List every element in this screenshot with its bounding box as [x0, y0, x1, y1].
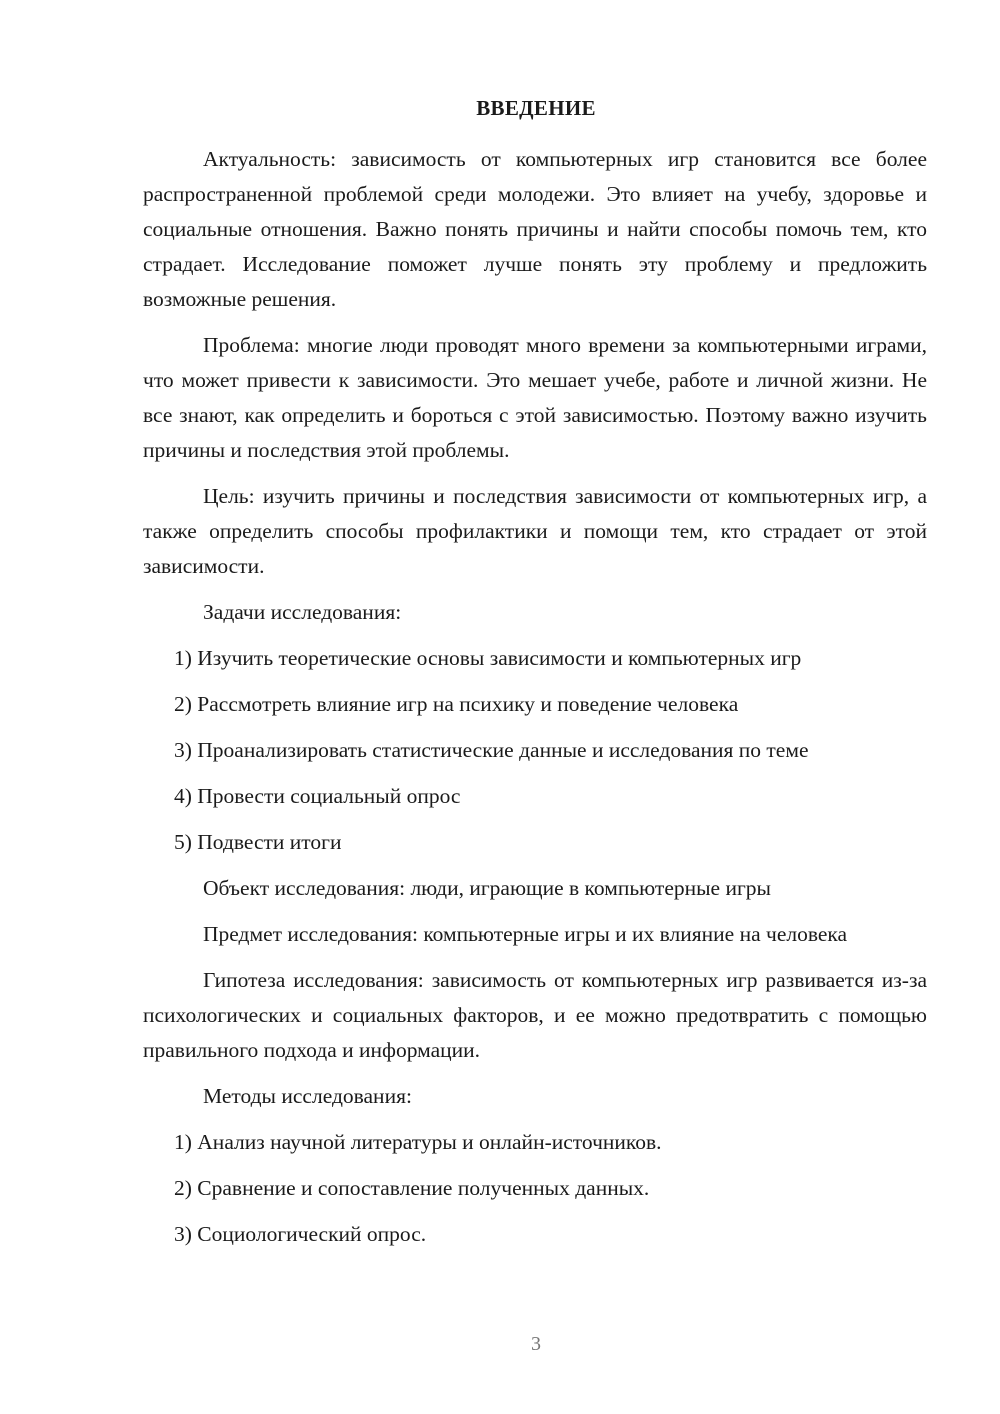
methods-list — [143, 1125, 927, 1252]
paragraph-object: Объект исследования: люди, играющие в компьютерные игры — [203, 876, 771, 900]
paragraph-goal: Цель: изучить причины и последствия зависимости от компьютерных игр, а также определить способы профилактики и помощи тем, кто страдает от этой зависимости. — [143, 484, 927, 578]
list-item: 2) Рассмотреть влияние игр на психику и поведение человека — [174, 692, 739, 716]
list-item: 3) Проанализировать статистические данные и исследования по теме — [174, 738, 809, 762]
page-number: 3 — [531, 1333, 541, 1355]
tasks-list — [143, 641, 927, 860]
list-item: 3) Социологический опрос. — [174, 1222, 427, 1246]
list-item: 4) Провести социальный опрос — [174, 784, 461, 808]
section-heading: ВВЕДЕНИЕ — [476, 96, 596, 120]
page-content — [143, 142, 927, 1263]
list-item: 1) Изучить теоретические основы зависимости и компьютерных игр — [174, 646, 802, 670]
paragraph-relevance: Актуальность: зависимость от компьютерных игр становится все более распространенной проблемой среди молодежи. Это влияет на учебу, здоровье и социальные отношения. Важно понять причины и найти способы помочь тем, кто страдает. Исследование поможет лучше понять эту проблему и предложить возможные решения. — [143, 147, 927, 311]
methods-title: Методы исследования: — [203, 1084, 412, 1108]
list-item: 1) Анализ научной литературы и онлайн-источников. — [174, 1130, 662, 1154]
list-item: 2) Сравнение и сопоставление полученных данных. — [174, 1176, 650, 1200]
tasks-title: Задачи исследования: — [203, 600, 402, 624]
paragraph-hypothesis: Гипотеза исследования: зависимость от компьютерных игр развивается из-за психологических и социальных факторов, и ее можно предотвратить с помощью правильного подхода и информации. — [143, 968, 927, 1062]
paragraph-problem: Проблема: многие люди проводят много времени за компьютерными играми, что может привести к зависимости. Это мешает учебе, работе и личной жизни. Не все знают, как определить и бороться с этой зависимостью. Поэтому важно изучить причины и последствия этой проблемы. — [143, 333, 927, 462]
list-item: 5) Подвести итоги — [174, 830, 342, 854]
paragraph-subject: Предмет исследования: компьютерные игры и их влияние на человека — [203, 922, 848, 946]
